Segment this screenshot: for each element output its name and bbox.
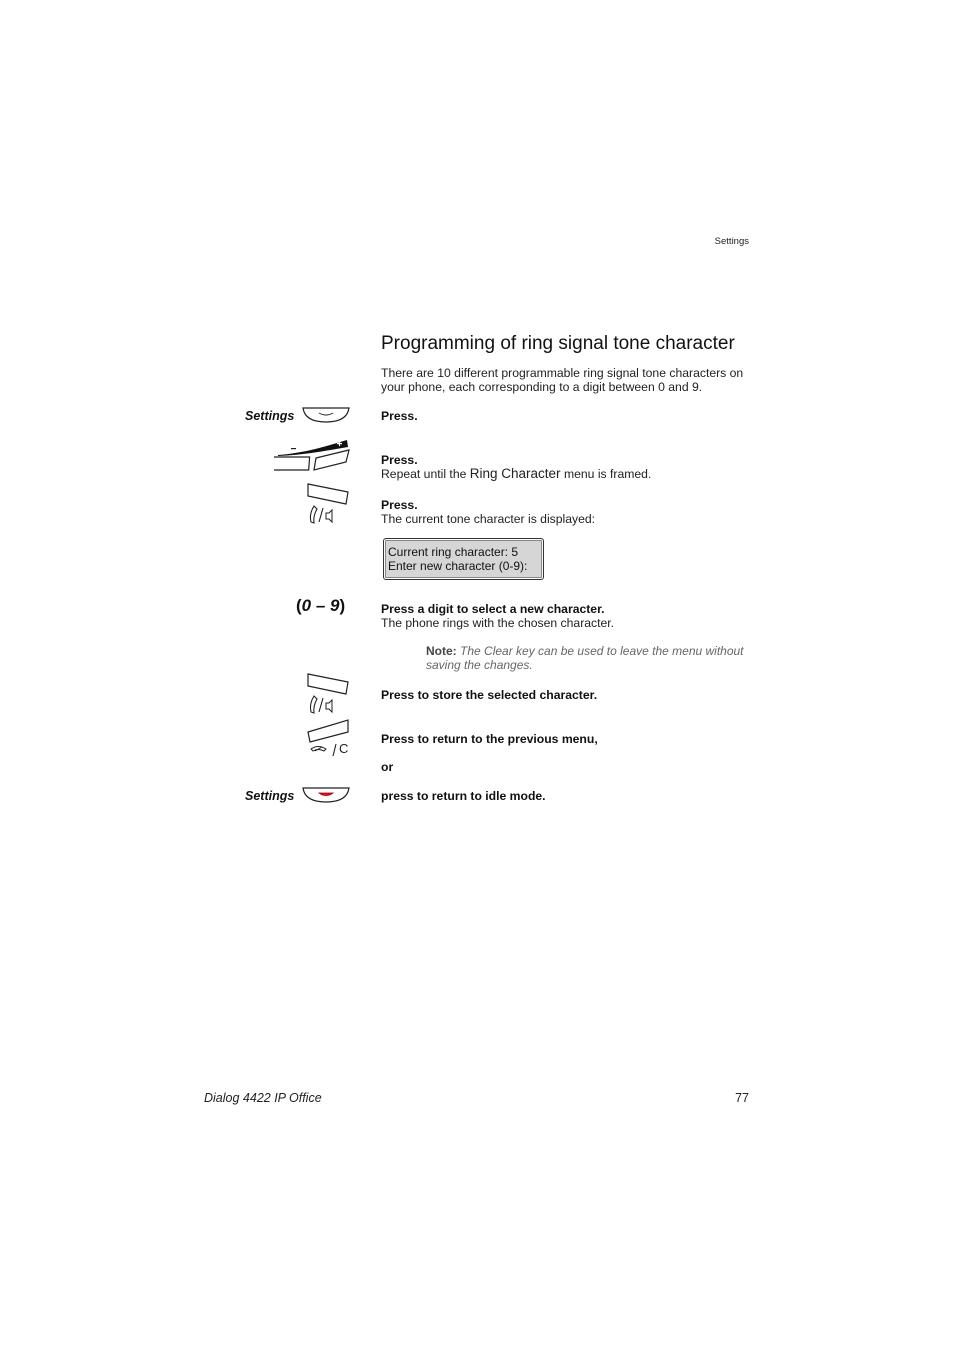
step5-action: Press to store the selected character. bbox=[381, 688, 598, 702]
step6-or: or bbox=[381, 760, 394, 774]
step2-action: Press. bbox=[381, 453, 418, 467]
page-title: Programming of ring signal tone character bbox=[381, 333, 735, 354]
display-line-1: Current ring character: 5 bbox=[388, 545, 519, 559]
step3-detail: The current tone character is displayed: bbox=[381, 512, 596, 526]
phone-display bbox=[383, 538, 544, 580]
step4-detail: The phone rings with the chosen character. bbox=[381, 616, 615, 630]
footer-product: Dialog 4422 IP Office bbox=[204, 1091, 322, 1105]
step2-detail: Repeat until the Ring Character menu is framed. bbox=[381, 466, 652, 481]
step1-action: Press. bbox=[381, 409, 418, 423]
page-number: 77 bbox=[735, 1091, 749, 1105]
digit-keys-label[interactable]: (0 – 9) bbox=[296, 596, 346, 615]
settings-key-active-icon[interactable] bbox=[302, 785, 350, 805]
settings-label: Settings bbox=[245, 789, 295, 803]
handsfree-key-icon[interactable] bbox=[306, 672, 350, 716]
handsfree-key-icon[interactable] bbox=[306, 482, 350, 526]
ring-character-term: Ring Character bbox=[469, 466, 561, 481]
note-label: Note: bbox=[426, 644, 457, 658]
step6-action: Press to return to the previous menu, bbox=[381, 732, 598, 746]
intro-paragraph: There are 10 different programmable ring signal tone characters on your phone, each corresponding to a digit between 0 and 9. bbox=[381, 366, 744, 394]
volume-keys-icon[interactable] bbox=[274, 437, 352, 473]
settings-label: Settings bbox=[245, 409, 295, 423]
display-line-2: Enter new character (0-9): bbox=[388, 559, 528, 573]
settings-key-icon[interactable] bbox=[302, 405, 350, 425]
clear-key-letter: C bbox=[339, 741, 349, 756]
note-text: The Clear key can be used to leave the menu without saving the changes. bbox=[426, 644, 744, 672]
step7-action: press to return to idle mode. bbox=[381, 789, 546, 803]
running-header: Settings bbox=[714, 236, 749, 247]
step3-action: Press. bbox=[381, 498, 418, 512]
note bbox=[426, 644, 756, 672]
step4-action: Press a digit to select a new character. bbox=[381, 602, 605, 616]
